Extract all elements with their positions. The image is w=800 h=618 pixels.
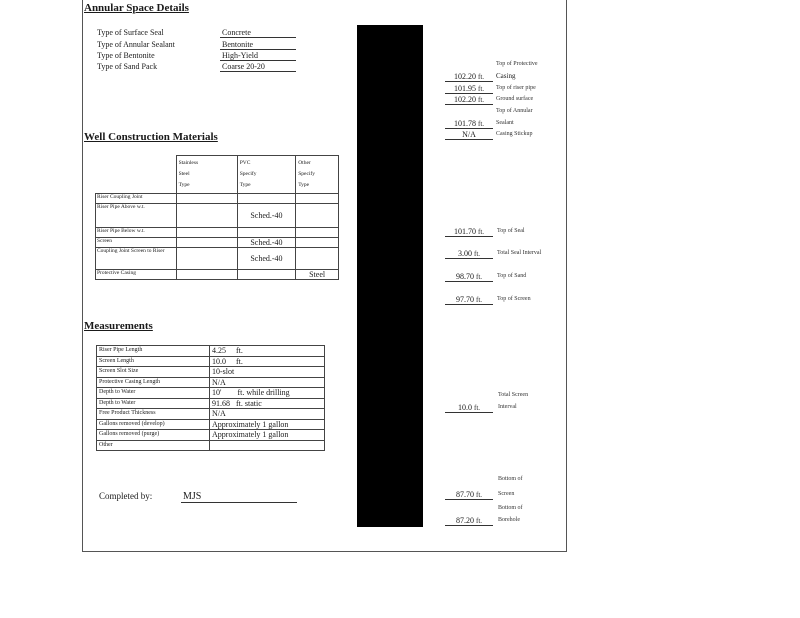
- header-pvc: PVC Specify Type: [237, 156, 296, 194]
- row-label: Riser Pipe Above w.t.: [96, 204, 177, 228]
- row-value: N/A: [210, 377, 325, 388]
- annular-value: High-Yield: [220, 51, 296, 61]
- row-label: Gallons removed (purge): [97, 430, 210, 441]
- cell: [296, 204, 339, 228]
- table-row: [97, 356, 325, 367]
- row-label: Riser Pipe Length: [97, 346, 210, 357]
- measurements-table: [96, 345, 325, 451]
- bottom-screen-elevation: 87.70 ft.: [445, 490, 493, 500]
- table-row: [96, 248, 339, 270]
- screen-interval-value: 10.0 ft.: [445, 403, 493, 413]
- construction-table: [95, 155, 339, 280]
- top-sand-elevation: 98.70 ft.: [445, 272, 493, 282]
- row-label: Other: [97, 440, 210, 451]
- annular-label: Type of Sand Pack: [97, 62, 158, 71]
- row-value: 10' ft. while drilling: [210, 388, 325, 399]
- top-protective-label: Top of Protective: [496, 61, 538, 67]
- completed-value: MJS: [181, 491, 297, 503]
- annular-value: Concrete: [220, 28, 296, 38]
- row-label: Protective Casing Length: [97, 377, 210, 388]
- row-label: Depth to Water: [97, 388, 210, 399]
- table-row: [97, 398, 325, 409]
- completed-label: Completed by:: [99, 491, 153, 501]
- seal-interval-label: Total Seal Interval: [497, 250, 542, 256]
- row-value: 10.0 ft.: [210, 356, 325, 367]
- bottom-borehole-label2: Borehole: [498, 517, 520, 523]
- top-seal-elevation: 101.70 ft.: [445, 227, 493, 237]
- row-value: [210, 440, 325, 451]
- annular-label: Type of Annular Sealant: [97, 40, 175, 49]
- bottom-borehole-label1: Bottom of: [498, 505, 523, 511]
- top-sand-label: Top of Sand: [497, 273, 527, 279]
- row-value: 91.68 ft. static: [210, 398, 325, 409]
- screen-interval-label1: Total Screen: [498, 392, 529, 398]
- cell: Sched.-40: [237, 238, 296, 248]
- table-row: [97, 388, 325, 399]
- cell: Sched.-40: [237, 204, 296, 228]
- row-label: Screen Length: [97, 356, 210, 367]
- top-screen-elevation: 97.70 ft.: [445, 295, 493, 305]
- annular-value: Bentonite: [220, 40, 296, 50]
- annular-label: Type of Surface Seal: [97, 28, 164, 37]
- table-row: [97, 409, 325, 420]
- top-screen-label: Top of Screen: [497, 296, 531, 302]
- ground-label: Ground surface: [496, 96, 534, 102]
- row-label: Riser Pipe Below w.t.: [96, 228, 177, 238]
- cell: [176, 228, 237, 238]
- row-value: N/A: [210, 409, 325, 420]
- cell: [237, 270, 296, 280]
- cell: [176, 270, 237, 280]
- row-label: Screen Slot Size: [97, 367, 210, 378]
- row-value: 10-slot: [210, 367, 325, 378]
- header-other: Other Specify Type: [296, 156, 339, 194]
- stickup-value: N/A: [445, 130, 493, 140]
- row-value: Approximately 1 gallon: [210, 419, 325, 430]
- row-value: 4.25 ft.: [210, 346, 325, 357]
- casing-elevation: 102.20 ft.: [445, 72, 493, 82]
- bottom-screen-label2: Screen: [498, 491, 515, 497]
- cell: [176, 194, 237, 204]
- row-label: Protective Casing: [96, 270, 177, 280]
- ground-elevation: 102.20 ft.: [445, 95, 493, 105]
- cell: [237, 194, 296, 204]
- riser-label: Top of riser pipe: [496, 85, 536, 91]
- sealant-elevation: 101.78 ft.: [445, 119, 493, 129]
- cell: [237, 228, 296, 238]
- cell: Sched.-40: [237, 248, 296, 270]
- top-seal-label: Top of Seal: [497, 228, 525, 234]
- cell: [176, 248, 237, 270]
- construction-title: Well Construction Materials: [84, 131, 218, 143]
- seal-interval-value: 3.00 ft.: [445, 249, 493, 259]
- sealant-label: Sealant: [496, 120, 514, 126]
- table-row: [97, 367, 325, 378]
- cell: [296, 248, 339, 270]
- screen-interval-label2: Interval: [498, 404, 517, 410]
- table-row: [96, 228, 339, 238]
- table-row: [96, 270, 339, 280]
- cell: [176, 238, 237, 248]
- row-label: Depth to Water: [97, 398, 210, 409]
- table-row: [97, 346, 325, 357]
- cell: [296, 238, 339, 248]
- well-diagram-bar: [357, 25, 423, 527]
- annular-top-label: Top of Annular: [496, 108, 533, 114]
- row-label: Free Product Thickness: [97, 409, 210, 420]
- table-row: [96, 204, 339, 228]
- table-row: [97, 440, 325, 451]
- header-stainless: Stainless Steel Type: [176, 156, 237, 194]
- table-row: [97, 419, 325, 430]
- table-row: [96, 194, 339, 204]
- annular-label: Type of Bentonite: [97, 51, 155, 60]
- casing-label: Casing: [496, 72, 516, 80]
- table-row: [96, 238, 339, 248]
- row-value: Approximately 1 gallon: [210, 430, 325, 441]
- cell: [296, 194, 339, 204]
- cell: [176, 204, 237, 228]
- measurements-title: Measurements: [84, 320, 153, 332]
- cell: Steel: [296, 270, 339, 280]
- bottom-borehole-elevation: 87.20 ft.: [445, 516, 493, 526]
- row-label: Riser Coupling Joint: [96, 194, 177, 204]
- table-row: [97, 430, 325, 441]
- riser-elevation: 101.95 ft.: [445, 84, 493, 94]
- bottom-screen-label1: Bottom of: [498, 476, 523, 482]
- row-label: Gallons removed (develop): [97, 419, 210, 430]
- annular-title: Annular Space Details: [84, 2, 189, 14]
- row-label: Coupling Joint Screen to Riser: [96, 248, 177, 270]
- row-label: Screen: [96, 238, 177, 248]
- annular-value: Coarse 20-20: [220, 62, 296, 72]
- cell: [296, 228, 339, 238]
- table-row: [97, 377, 325, 388]
- stickup-label: Casing Stickup: [496, 131, 533, 137]
